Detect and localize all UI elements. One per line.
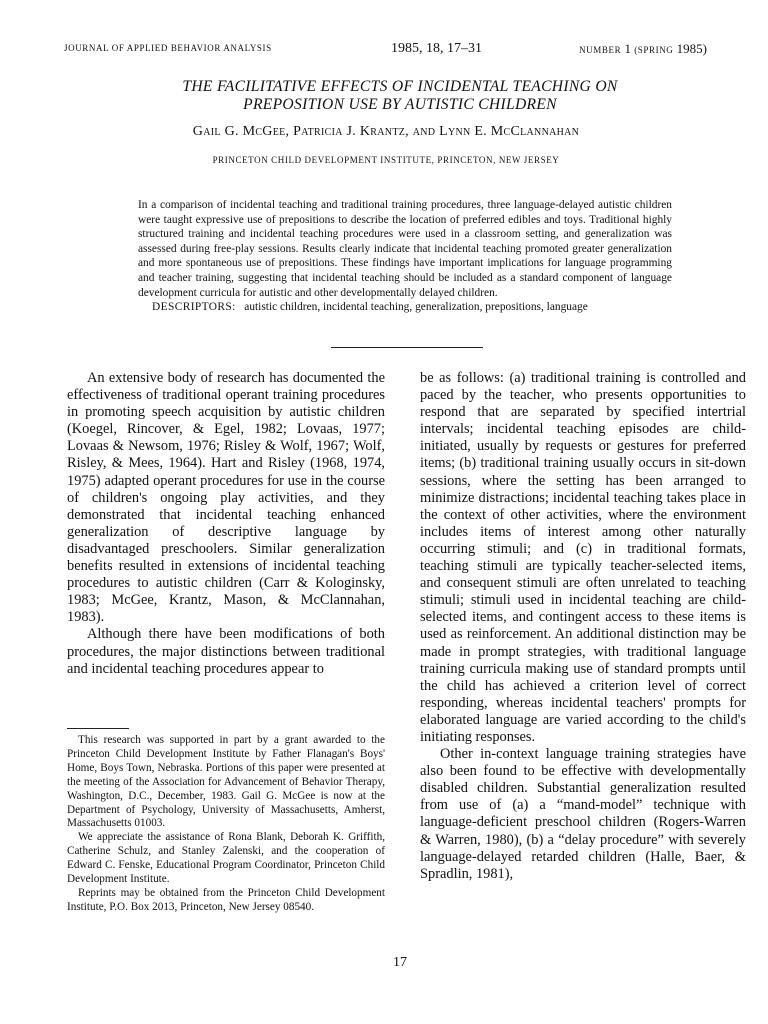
descriptors-label: DESCRIPTORS: — [152, 301, 236, 314]
article-title — [100, 78, 700, 114]
issue-season: (SPRING — [634, 45, 674, 55]
running-header — [64, 41, 707, 61]
section-divider — [331, 347, 483, 348]
title-line-2: PREPOSITION USE BY AUTISTIC CHILDREN — [243, 96, 557, 113]
body-paragraph: Although there have been modifications of both procedures, the major distinctions between traditional and incidental teaching procedures appear to — [67, 626, 385, 677]
affiliation: PRINCETON CHILD DEVELOPMENT INSTITUTE, PRINCETON, NEW JERSEY — [212, 155, 560, 165]
issue-info — [579, 41, 707, 57]
issue-number: 1 — [624, 41, 631, 56]
body-paragraph: An extensive body of research has documented the effectiveness of traditional operant training procedures in promoting speech acquisition by autistic children (Koegel, Rincover, & Egel, 1982; Lovaas, 1977; Lovaas & Newsom, 1976; Risley & Wolf, 1967; Wolf, Risley, & Mees, 1964). Hart and Risley (1968, 1974, 1975) adapted operant procedures for use in the course of children's ongoing play activities, and they demonstrated that incidental teaching enhanced generalization of descriptive language by disadvantaged preschoolers. Similar generalization benefits resulted in extensions of incidental teaching procedures to autistic children (Carr & Kologinsky, 1983; McGee, Krantz, Mason, & McClannahan, 1983). — [67, 370, 385, 626]
abstract-text: In a comparison of incidental teaching and traditional training procedures, three language-delayed autistic children were taught expressive use of prepositions to describe the location of preferred edibles and toys. Traditional highly structured training and incidental teaching procedures were used in a classroom setting, and generalization was assessed during free-play sessions. Results clearly indicate that incidental teaching promoted greater generalization and more spontaneous use of prepositions. These findings have important implications for language programming and teacher training, suggesting that incidental teaching should be included as a standard component of language development curricula for autistic and other developmentally delayed children. — [138, 199, 672, 299]
body-paragraph: be as follows: (a) traditional training is controlled and paced by the teacher, who presents opportunities to respond that are separated by specified intertrial intervals; incidental teaching episodes are child-initiated, usually by requests or gestures for preferred items; (b) traditional training usually occurs in sit-down sessions, where the setting has been arranged to minimize distractions; incidental teaching takes place in the context of other activities, where the environment includes items of interest among other naturally occurring stimuli; and (c) in traditional formats, teaching stimuli are typically teacher-selected items, and consequent stimuli are often unrelated to teaching stimuli; stimuli used in incidental teaching are child-selected items, and contingent access to these items is used as reinforcement. An additional distinction may be made in prompt strategies, with traditional language training curricula making use of standard prompts until the child has achieved a criterion level of correct responding, whereas incidental teachers' prompts for elaborated language are varied according to the child's initiating responses. — [420, 370, 746, 745]
body-paragraph: Other in-context language training strategies have also been found to be effective with developmentally disabled children. Substantial generalization resulted from use of (a) a “mand-model” technique with language-deficient preschool children (Rogers-Warren & Warren, 1980), (b) a “delay procedure” with severely language-delayed retarded children (Halle, Baer, & Spradlin, 1981), — [420, 746, 746, 882]
descriptors-list: autistic children, incidental teaching, generalization, prepositions, language — [244, 301, 588, 314]
title-line-1: THE FACILITATIVE EFFECTS OF INCIDENTAL TEACHING ON — [182, 78, 618, 95]
issue-year: 1985) — [676, 41, 707, 56]
footnote: Reprints may be obtained from the Princeton Child Development Institute, P.O. Box 2013, Princeton, New Jersey 08540. — [67, 886, 385, 913]
footnotes — [67, 734, 385, 915]
abstract — [138, 198, 672, 315]
page-number: 17 — [393, 955, 407, 970]
citation: 1985, 18, 17–31 — [391, 41, 482, 56]
descriptors — [138, 300, 672, 315]
authors: Gail G. McGee, Patricia J. Krantz, and Lynn E. McClannahan — [192, 124, 580, 139]
footnote: This research was supported in part by a grant awarded to the Princeton Child Development Institute by Father Flanagan's Boys' Home, Boys Town, Nebraska. Portions of this paper were presented at the meeting of the Association for Advancement of Behavior Therapy, Washington, D.C., December, 1983. Gail G. McGee is now at the Department of Psychology, University of Massachusetts, Amherst, Massachusetts 01003. — [67, 734, 385, 830]
footnote-divider — [67, 728, 129, 729]
left-column — [67, 370, 385, 678]
journal-name: JOURNAL OF APPLIED BEHAVIOR ANALYSIS — [64, 43, 272, 53]
footnote: We appreciate the assistance of Rona Blank, Deborah K. Griffith, Catherine Schulz, and Stanley Zalenski, and the cooperation of Edward C. Fenske, Educational Program Coordinator, Princeton Child Development Institute. — [67, 831, 385, 886]
issue-prefix: NUMBER — [579, 45, 622, 55]
right-column — [420, 370, 746, 883]
